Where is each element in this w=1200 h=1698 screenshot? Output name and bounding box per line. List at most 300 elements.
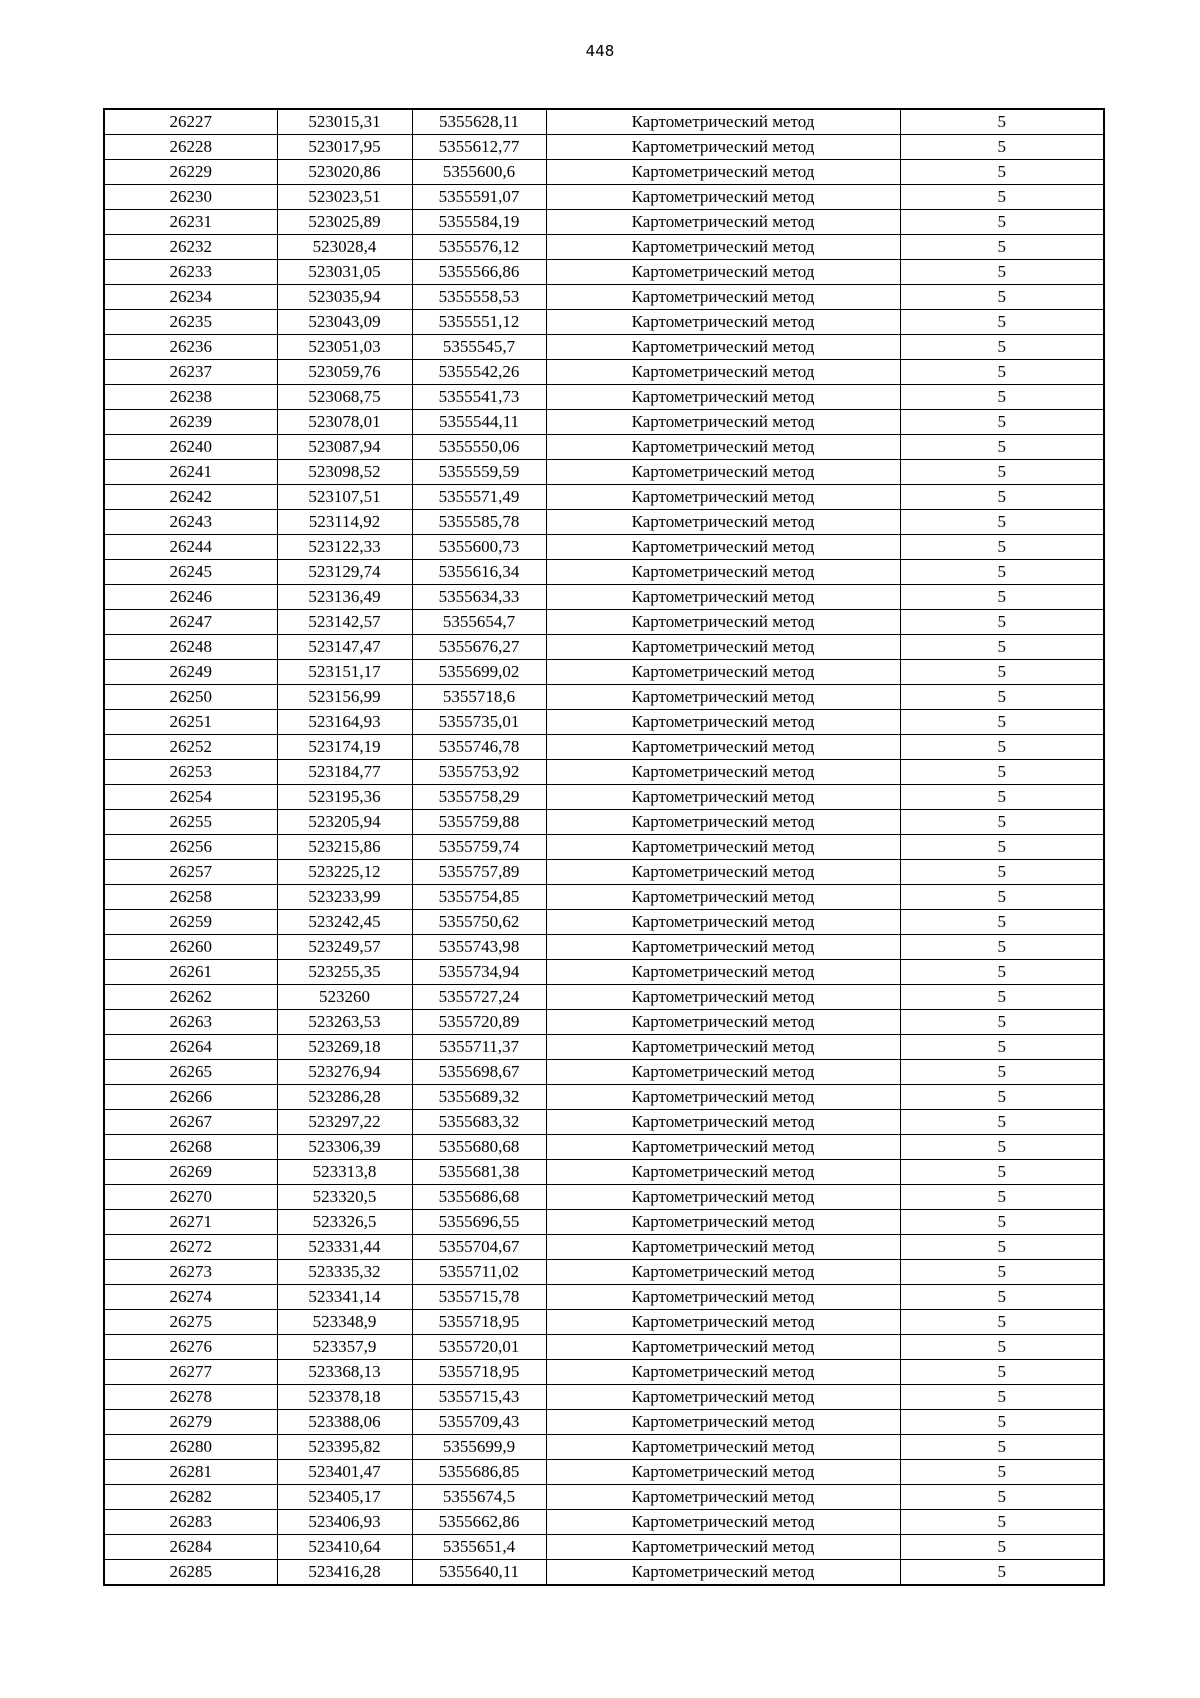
x-coordinate-cell: 523388,06: [277, 1410, 412, 1435]
method-cell: Картометрический метод: [546, 935, 900, 960]
method-cell: Картометрический метод: [546, 1385, 900, 1410]
method-cell: Картометрический метод: [546, 185, 900, 210]
table-row: [104, 1260, 1104, 1285]
table-row: [104, 1060, 1104, 1085]
y-coordinate-cell: 5355704,67: [412, 1235, 546, 1260]
y-coordinate-cell: 5355689,32: [412, 1085, 546, 1110]
y-coordinate-cell: 5355720,01: [412, 1335, 546, 1360]
x-coordinate-cell: 523297,22: [277, 1110, 412, 1135]
point-number-cell: 26232: [104, 235, 277, 260]
table-row: [104, 1385, 1104, 1410]
x-coordinate-cell: 523015,31: [277, 109, 412, 135]
accuracy-cell: 5: [900, 1435, 1104, 1460]
point-number-cell: 26263: [104, 1010, 277, 1035]
table-row: [104, 1235, 1104, 1260]
accuracy-cell: 5: [900, 1210, 1104, 1235]
method-cell: Картометрический метод: [546, 135, 900, 160]
y-coordinate-cell: 5355584,19: [412, 210, 546, 235]
point-number-cell: 26258: [104, 885, 277, 910]
y-coordinate-cell: 5355559,59: [412, 460, 546, 485]
method-cell: Картометрический метод: [546, 1260, 900, 1285]
point-number-cell: 26248: [104, 635, 277, 660]
point-number-cell: 26281: [104, 1460, 277, 1485]
accuracy-cell: 5: [900, 985, 1104, 1010]
y-coordinate-cell: 5355566,86: [412, 260, 546, 285]
y-coordinate-cell: 5355727,24: [412, 985, 546, 1010]
table-row: [104, 260, 1104, 285]
x-coordinate-cell: 523043,09: [277, 310, 412, 335]
method-cell: Картометрический метод: [546, 835, 900, 860]
table-row: [104, 1110, 1104, 1135]
point-number-cell: 26273: [104, 1260, 277, 1285]
point-number-cell: 26279: [104, 1410, 277, 1435]
y-coordinate-cell: 5355734,94: [412, 960, 546, 985]
table-row: [104, 935, 1104, 960]
accuracy-cell: 5: [900, 1310, 1104, 1335]
x-coordinate-cell: 523059,76: [277, 360, 412, 385]
x-coordinate-cell: 523205,94: [277, 810, 412, 835]
point-number-cell: 26227: [104, 109, 277, 135]
method-cell: Картометрический метод: [546, 1185, 900, 1210]
y-coordinate-cell: 5355698,67: [412, 1060, 546, 1085]
table-row: [104, 185, 1104, 210]
table-row: [104, 1310, 1104, 1335]
x-coordinate-cell: 523269,18: [277, 1035, 412, 1060]
y-coordinate-cell: 5355654,7: [412, 610, 546, 635]
coordinates-table: [103, 108, 1105, 1586]
y-coordinate-cell: 5355699,02: [412, 660, 546, 685]
method-cell: Картометрический метод: [546, 160, 900, 185]
table-row: [104, 685, 1104, 710]
method-cell: Картометрический метод: [546, 1335, 900, 1360]
table-row: [104, 360, 1104, 385]
y-coordinate-cell: 5355680,68: [412, 1135, 546, 1160]
point-number-cell: 26249: [104, 660, 277, 685]
accuracy-cell: 5: [900, 1385, 1104, 1410]
table-row: [104, 1135, 1104, 1160]
x-coordinate-cell: 523142,57: [277, 610, 412, 635]
table-row: [104, 860, 1104, 885]
table-row: [104, 660, 1104, 685]
method-cell: Картометрический метод: [546, 1410, 900, 1435]
method-cell: Картометрический метод: [546, 685, 900, 710]
point-number-cell: 26261: [104, 960, 277, 985]
y-coordinate-cell: 5355699,9: [412, 1435, 546, 1460]
accuracy-cell: 5: [900, 260, 1104, 285]
y-coordinate-cell: 5355616,34: [412, 560, 546, 585]
y-coordinate-cell: 5355715,78: [412, 1285, 546, 1310]
method-cell: Картометрический метод: [546, 1110, 900, 1135]
point-number-cell: 26239: [104, 410, 277, 435]
accuracy-cell: 5: [900, 785, 1104, 810]
method-cell: Картометрический метод: [546, 860, 900, 885]
point-number-cell: 26265: [104, 1060, 277, 1085]
table-row: [104, 735, 1104, 760]
point-number-cell: 26237: [104, 360, 277, 385]
method-cell: Картометрический метод: [546, 910, 900, 935]
method-cell: Картометрический метод: [546, 960, 900, 985]
x-coordinate-cell: 523276,94: [277, 1060, 412, 1085]
table-row: [104, 885, 1104, 910]
y-coordinate-cell: 5355759,88: [412, 810, 546, 835]
accuracy-cell: 5: [900, 1460, 1104, 1485]
point-number-cell: 26252: [104, 735, 277, 760]
y-coordinate-cell: 5355612,77: [412, 135, 546, 160]
x-coordinate-cell: 523313,8: [277, 1160, 412, 1185]
y-coordinate-cell: 5355686,85: [412, 1460, 546, 1485]
accuracy-cell: 5: [900, 935, 1104, 960]
point-number-cell: 26238: [104, 385, 277, 410]
y-coordinate-cell: 5355746,78: [412, 735, 546, 760]
x-coordinate-cell: 523326,5: [277, 1210, 412, 1235]
y-coordinate-cell: 5355651,4: [412, 1535, 546, 1560]
point-number-cell: 26275: [104, 1310, 277, 1335]
y-coordinate-cell: 5355674,5: [412, 1485, 546, 1510]
y-coordinate-cell: 5355662,86: [412, 1510, 546, 1535]
x-coordinate-cell: 523078,01: [277, 410, 412, 435]
x-coordinate-cell: 523225,12: [277, 860, 412, 885]
method-cell: Картометрический метод: [546, 1085, 900, 1110]
point-number-cell: 26256: [104, 835, 277, 860]
y-coordinate-cell: 5355720,89: [412, 1010, 546, 1035]
y-coordinate-cell: 5355544,11: [412, 410, 546, 435]
x-coordinate-cell: 523129,74: [277, 560, 412, 585]
accuracy-cell: 5: [900, 510, 1104, 535]
page-number: 448: [585, 42, 615, 60]
method-cell: Картометрический метод: [546, 1160, 900, 1185]
accuracy-cell: 5: [900, 109, 1104, 135]
table-row: [104, 1435, 1104, 1460]
method-cell: Картометрический метод: [546, 760, 900, 785]
y-coordinate-cell: 5355718,95: [412, 1360, 546, 1385]
point-number-cell: 26250: [104, 685, 277, 710]
table-row: [104, 285, 1104, 310]
x-coordinate-cell: 523348,9: [277, 1310, 412, 1335]
accuracy-cell: 5: [900, 960, 1104, 985]
table-row: [104, 910, 1104, 935]
y-coordinate-cell: 5355600,73: [412, 535, 546, 560]
x-coordinate-cell: 523233,99: [277, 885, 412, 910]
y-coordinate-cell: 5355591,07: [412, 185, 546, 210]
method-cell: Картометрический метод: [546, 460, 900, 485]
method-cell: Картометрический метод: [546, 210, 900, 235]
table-row: [104, 835, 1104, 860]
y-coordinate-cell: 5355711,37: [412, 1035, 546, 1060]
table-row: [104, 1085, 1104, 1110]
method-cell: Картометрический метод: [546, 1560, 900, 1586]
y-coordinate-cell: 5355743,98: [412, 935, 546, 960]
table-row: [104, 210, 1104, 235]
x-coordinate-cell: 523215,86: [277, 835, 412, 860]
point-number-cell: 26274: [104, 1285, 277, 1310]
point-number-cell: 26234: [104, 285, 277, 310]
table-row: [104, 435, 1104, 460]
accuracy-cell: 5: [900, 860, 1104, 885]
x-coordinate-cell: 523368,13: [277, 1360, 412, 1385]
table-row: [104, 1335, 1104, 1360]
method-cell: Картометрический метод: [546, 109, 900, 135]
x-coordinate-cell: 523406,93: [277, 1510, 412, 1535]
accuracy-cell: 5: [900, 210, 1104, 235]
accuracy-cell: 5: [900, 1285, 1104, 1310]
x-coordinate-cell: 523405,17: [277, 1485, 412, 1510]
table-row: [104, 535, 1104, 560]
x-coordinate-cell: 523174,19: [277, 735, 412, 760]
x-coordinate-cell: 523098,52: [277, 460, 412, 485]
x-coordinate-cell: 523087,94: [277, 435, 412, 460]
table-row: [104, 585, 1104, 610]
accuracy-cell: 5: [900, 410, 1104, 435]
point-number-cell: 26247: [104, 610, 277, 635]
method-cell: Картометрический метод: [546, 1535, 900, 1560]
y-coordinate-cell: 5355711,02: [412, 1260, 546, 1285]
x-coordinate-cell: 523023,51: [277, 185, 412, 210]
point-number-cell: 26267: [104, 1110, 277, 1135]
point-number-cell: 26245: [104, 560, 277, 585]
method-cell: Картометрический метод: [546, 435, 900, 460]
point-number-cell: 26259: [104, 910, 277, 935]
y-coordinate-cell: 5355541,73: [412, 385, 546, 410]
method-cell: Картометрический метод: [546, 1210, 900, 1235]
point-number-cell: 26230: [104, 185, 277, 210]
method-cell: Картометрический метод: [546, 260, 900, 285]
table-row: [104, 1410, 1104, 1435]
method-cell: Картометрический метод: [546, 810, 900, 835]
table-row: [104, 485, 1104, 510]
y-coordinate-cell: 5355628,11: [412, 109, 546, 135]
accuracy-cell: 5: [900, 1410, 1104, 1435]
y-coordinate-cell: 5355735,01: [412, 710, 546, 735]
point-number-cell: 26262: [104, 985, 277, 1010]
accuracy-cell: 5: [900, 435, 1104, 460]
table-row: [104, 1160, 1104, 1185]
method-cell: Картометрический метод: [546, 660, 900, 685]
table-row: [104, 1460, 1104, 1485]
method-cell: Картометрический метод: [546, 1135, 900, 1160]
accuracy-cell: 5: [900, 1160, 1104, 1185]
point-number-cell: 26271: [104, 1210, 277, 1235]
accuracy-cell: 5: [900, 1485, 1104, 1510]
table-row: [104, 635, 1104, 660]
table-row: [104, 610, 1104, 635]
point-number-cell: 26268: [104, 1135, 277, 1160]
accuracy-cell: 5: [900, 185, 1104, 210]
accuracy-cell: 5: [900, 560, 1104, 585]
point-number-cell: 26241: [104, 460, 277, 485]
y-coordinate-cell: 5355757,89: [412, 860, 546, 885]
accuracy-cell: 5: [900, 310, 1104, 335]
accuracy-cell: 5: [900, 1560, 1104, 1586]
table-row: [104, 235, 1104, 260]
point-number-cell: 26270: [104, 1185, 277, 1210]
method-cell: Картометрический метод: [546, 1060, 900, 1085]
table-row: [104, 310, 1104, 335]
y-coordinate-cell: 5355640,11: [412, 1560, 546, 1586]
y-coordinate-cell: 5355718,6: [412, 685, 546, 710]
table-row: [104, 410, 1104, 435]
table-row: [104, 1035, 1104, 1060]
method-cell: Картометрический метод: [546, 1035, 900, 1060]
x-coordinate-cell: 523416,28: [277, 1560, 412, 1586]
accuracy-cell: 5: [900, 685, 1104, 710]
x-coordinate-cell: 523156,99: [277, 685, 412, 710]
point-number-cell: 26277: [104, 1360, 277, 1385]
y-coordinate-cell: 5355571,49: [412, 485, 546, 510]
point-number-cell: 26282: [104, 1485, 277, 1510]
y-coordinate-cell: 5355550,06: [412, 435, 546, 460]
accuracy-cell: 5: [900, 585, 1104, 610]
x-coordinate-cell: 523136,49: [277, 585, 412, 610]
accuracy-cell: 5: [900, 660, 1104, 685]
x-coordinate-cell: 523286,28: [277, 1085, 412, 1110]
accuracy-cell: 5: [900, 710, 1104, 735]
x-coordinate-cell: 523051,03: [277, 335, 412, 360]
method-cell: Картометрический метод: [546, 1510, 900, 1535]
accuracy-cell: 5: [900, 335, 1104, 360]
method-cell: Картометрический метод: [546, 735, 900, 760]
x-coordinate-cell: 523341,14: [277, 1285, 412, 1310]
table-row: [104, 510, 1104, 535]
point-number-cell: 26285: [104, 1560, 277, 1586]
y-coordinate-cell: 5355758,29: [412, 785, 546, 810]
x-coordinate-cell: 523147,47: [277, 635, 412, 660]
x-coordinate-cell: 523255,35: [277, 960, 412, 985]
x-coordinate-cell: 523025,89: [277, 210, 412, 235]
point-number-cell: 26257: [104, 860, 277, 885]
x-coordinate-cell: 523320,5: [277, 1185, 412, 1210]
y-coordinate-cell: 5355545,7: [412, 335, 546, 360]
accuracy-cell: 5: [900, 610, 1104, 635]
accuracy-cell: 5: [900, 1110, 1104, 1135]
x-coordinate-cell: 523335,32: [277, 1260, 412, 1285]
point-number-cell: 26233: [104, 260, 277, 285]
point-number-cell: 26278: [104, 1385, 277, 1410]
accuracy-cell: 5: [900, 635, 1104, 660]
point-number-cell: 26240: [104, 435, 277, 460]
y-coordinate-cell: 5355753,92: [412, 760, 546, 785]
method-cell: Картометрический метод: [546, 985, 900, 1010]
y-coordinate-cell: 5355551,12: [412, 310, 546, 335]
x-coordinate-cell: 523306,39: [277, 1135, 412, 1160]
y-coordinate-cell: 5355696,55: [412, 1210, 546, 1235]
table-row: [104, 1535, 1104, 1560]
point-number-cell: 26235: [104, 310, 277, 335]
y-coordinate-cell: 5355754,85: [412, 885, 546, 910]
x-coordinate-cell: 523114,92: [277, 510, 412, 535]
method-cell: Картометрический метод: [546, 710, 900, 735]
table-body: [104, 109, 1104, 1585]
accuracy-cell: 5: [900, 1510, 1104, 1535]
y-coordinate-cell: 5355558,53: [412, 285, 546, 310]
accuracy-cell: 5: [900, 1135, 1104, 1160]
table-row: [104, 160, 1104, 185]
point-number-cell: 26236: [104, 335, 277, 360]
method-cell: Картометрический метод: [546, 1485, 900, 1510]
point-number-cell: 26242: [104, 485, 277, 510]
accuracy-cell: 5: [900, 135, 1104, 160]
x-coordinate-cell: 523122,33: [277, 535, 412, 560]
y-coordinate-cell: 5355676,27: [412, 635, 546, 660]
x-coordinate-cell: 523184,77: [277, 760, 412, 785]
table-row: [104, 1185, 1104, 1210]
point-number-cell: 26260: [104, 935, 277, 960]
table-row: [104, 785, 1104, 810]
y-coordinate-cell: 5355686,68: [412, 1185, 546, 1210]
accuracy-cell: 5: [900, 460, 1104, 485]
method-cell: Картометрический метод: [546, 535, 900, 560]
x-coordinate-cell: 523031,05: [277, 260, 412, 285]
method-cell: Картометрический метод: [546, 485, 900, 510]
x-coordinate-cell: 523035,94: [277, 285, 412, 310]
x-coordinate-cell: 523068,75: [277, 385, 412, 410]
method-cell: Картометрический метод: [546, 585, 900, 610]
point-number-cell: 26276: [104, 1335, 277, 1360]
x-coordinate-cell: 523249,57: [277, 935, 412, 960]
table-row: [104, 460, 1104, 485]
method-cell: Картометрический метод: [546, 635, 900, 660]
method-cell: Картометрический метод: [546, 235, 900, 260]
method-cell: Картометрический метод: [546, 385, 900, 410]
method-cell: Картометрический метод: [546, 1435, 900, 1460]
x-coordinate-cell: 523378,18: [277, 1385, 412, 1410]
x-coordinate-cell: 523151,17: [277, 660, 412, 685]
point-number-cell: 26283: [104, 1510, 277, 1535]
table-row: [104, 810, 1104, 835]
point-number-cell: 26254: [104, 785, 277, 810]
table-row: [104, 1285, 1104, 1310]
x-coordinate-cell: 523331,44: [277, 1235, 412, 1260]
accuracy-cell: 5: [900, 235, 1104, 260]
table-row: [104, 560, 1104, 585]
accuracy-cell: 5: [900, 1335, 1104, 1360]
method-cell: Картометрический метод: [546, 610, 900, 635]
accuracy-cell: 5: [900, 835, 1104, 860]
point-number-cell: 26284: [104, 1535, 277, 1560]
y-coordinate-cell: 5355576,12: [412, 235, 546, 260]
method-cell: Картометрический метод: [546, 510, 900, 535]
method-cell: Картометрический метод: [546, 1010, 900, 1035]
accuracy-cell: 5: [900, 810, 1104, 835]
accuracy-cell: 5: [900, 360, 1104, 385]
point-number-cell: 26272: [104, 1235, 277, 1260]
accuracy-cell: 5: [900, 1185, 1104, 1210]
x-coordinate-cell: 523028,4: [277, 235, 412, 260]
table-row: [104, 135, 1104, 160]
table-row: [104, 1560, 1104, 1586]
accuracy-cell: 5: [900, 1010, 1104, 1035]
y-coordinate-cell: 5355709,43: [412, 1410, 546, 1435]
x-coordinate-cell: 523410,64: [277, 1535, 412, 1560]
y-coordinate-cell: 5355683,32: [412, 1110, 546, 1135]
point-number-cell: 26251: [104, 710, 277, 735]
y-coordinate-cell: 5355681,38: [412, 1160, 546, 1185]
accuracy-cell: 5: [900, 285, 1104, 310]
accuracy-cell: 5: [900, 1035, 1104, 1060]
accuracy-cell: 5: [900, 885, 1104, 910]
method-cell: Картометрический метод: [546, 1360, 900, 1385]
x-coordinate-cell: 523260: [277, 985, 412, 1010]
y-coordinate-cell: 5355600,6: [412, 160, 546, 185]
x-coordinate-cell: 523395,82: [277, 1435, 412, 1460]
method-cell: Картометрический метод: [546, 410, 900, 435]
accuracy-cell: 5: [900, 760, 1104, 785]
y-coordinate-cell: 5355634,33: [412, 585, 546, 610]
table-row: [104, 760, 1104, 785]
method-cell: Картометрический метод: [546, 1460, 900, 1485]
method-cell: Картометрический метод: [546, 1310, 900, 1335]
point-number-cell: 26280: [104, 1435, 277, 1460]
x-coordinate-cell: 523195,36: [277, 785, 412, 810]
